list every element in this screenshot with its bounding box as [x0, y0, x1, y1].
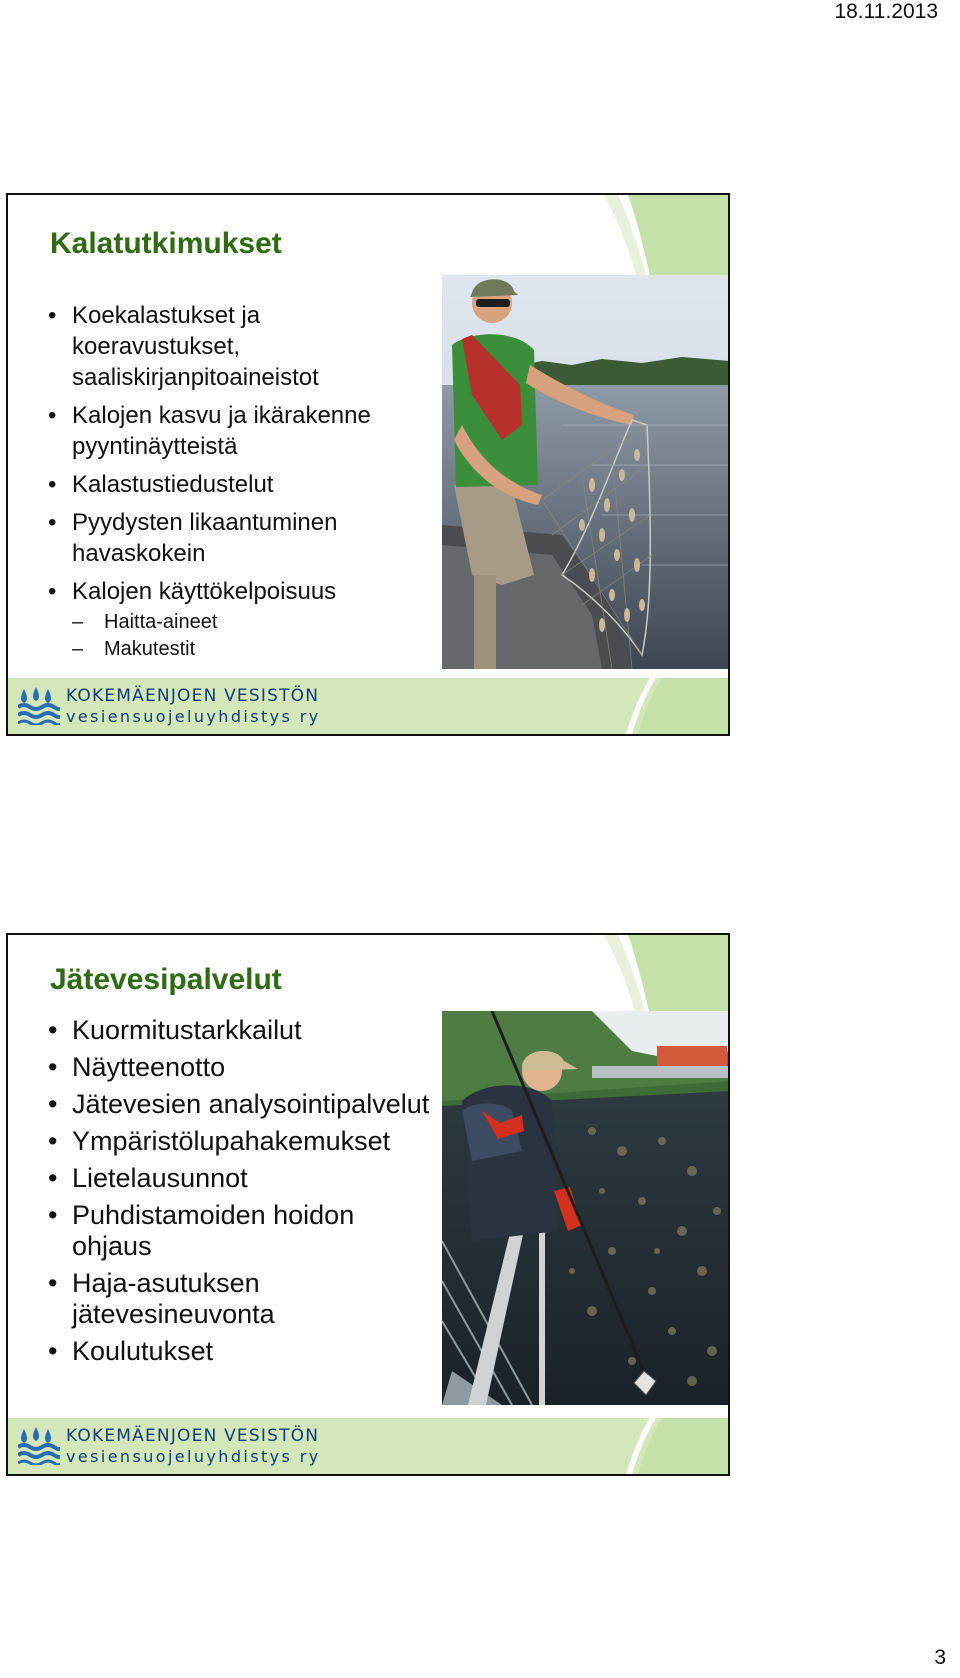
bullet-item: • Kalojen kasvu ja ikärakenne pyyntinäytteistä: [44, 400, 434, 462]
bullet-item: • Näytteenotto: [44, 1052, 434, 1083]
logo-line-2: vesiensuojeluyhdistys ry: [66, 1447, 321, 1466]
page-date: 18.11.2013: [834, 0, 938, 23]
bullet-list: [44, 300, 434, 670]
corner-decoration: [588, 935, 728, 1015]
page-number: 3: [934, 1646, 946, 1669]
logo-line-1: KOKEMÄENJOEN VESISTÖN: [66, 1426, 320, 1446]
bullet-item: • Koekalastukset ja koeravustukset, saaliskirjanpitoaineistot: [44, 300, 434, 393]
corner-decoration: [588, 195, 728, 275]
water-drops-logo-icon: [18, 687, 60, 725]
bullet-item: • Puhdistamoiden hoidon ohjaus: [44, 1200, 434, 1262]
logo-text: [66, 686, 321, 726]
slide-title: Jätevesipalvelut: [50, 963, 282, 996]
bullet-item: • Jätevesien analysointipalvelut: [44, 1089, 434, 1120]
slide-footer: [8, 1418, 728, 1474]
sub-bullet-item: – Makutestit: [72, 636, 434, 663]
water-drops-logo-icon: [18, 1427, 60, 1465]
slide-title: Kalatutkimukset: [50, 227, 282, 260]
slide-kalatutkimukset: [6, 193, 730, 736]
bullet-item: • Haja-asutuksen jätevesineuvonta: [44, 1268, 434, 1330]
wastewater-sampling-photo: [442, 1011, 730, 1405]
sub-bullet-list: [72, 609, 434, 663]
logo-text: [66, 1426, 321, 1466]
fisherman-with-net-photo: [442, 275, 730, 669]
logo-line-1: KOKEMÄENJOEN VESISTÖN: [66, 686, 320, 706]
bullet-item: • Lietelausunnot: [44, 1163, 434, 1194]
bullet-item: • Ympäristölupahakemukset: [44, 1126, 434, 1157]
logo-line-2: vesiensuojeluyhdistys ry: [66, 707, 321, 726]
organization-logo: [18, 684, 321, 728]
bullet-item: • Koulutukset: [44, 1336, 434, 1367]
footer-decoration: [618, 1418, 728, 1474]
slide-footer: [8, 678, 728, 734]
footer-decoration: [618, 678, 728, 734]
organization-logo: [18, 1424, 321, 1468]
slide-jatevesipalvelut: [6, 933, 730, 1476]
bullet-item: • Pyydysten likaantuminen havaskokein: [44, 507, 434, 569]
bullet-list: [44, 1015, 434, 1373]
bullet-text: Kalojen käyttökelpoisuus: [72, 578, 337, 605]
sub-bullet-item: – Haitta-aineet: [72, 609, 434, 636]
bullet-item: • Kalastustiedustelut: [44, 469, 434, 500]
bullet-item: • Kuormitustarkkailut: [44, 1015, 434, 1046]
bullet-item: [44, 576, 434, 663]
